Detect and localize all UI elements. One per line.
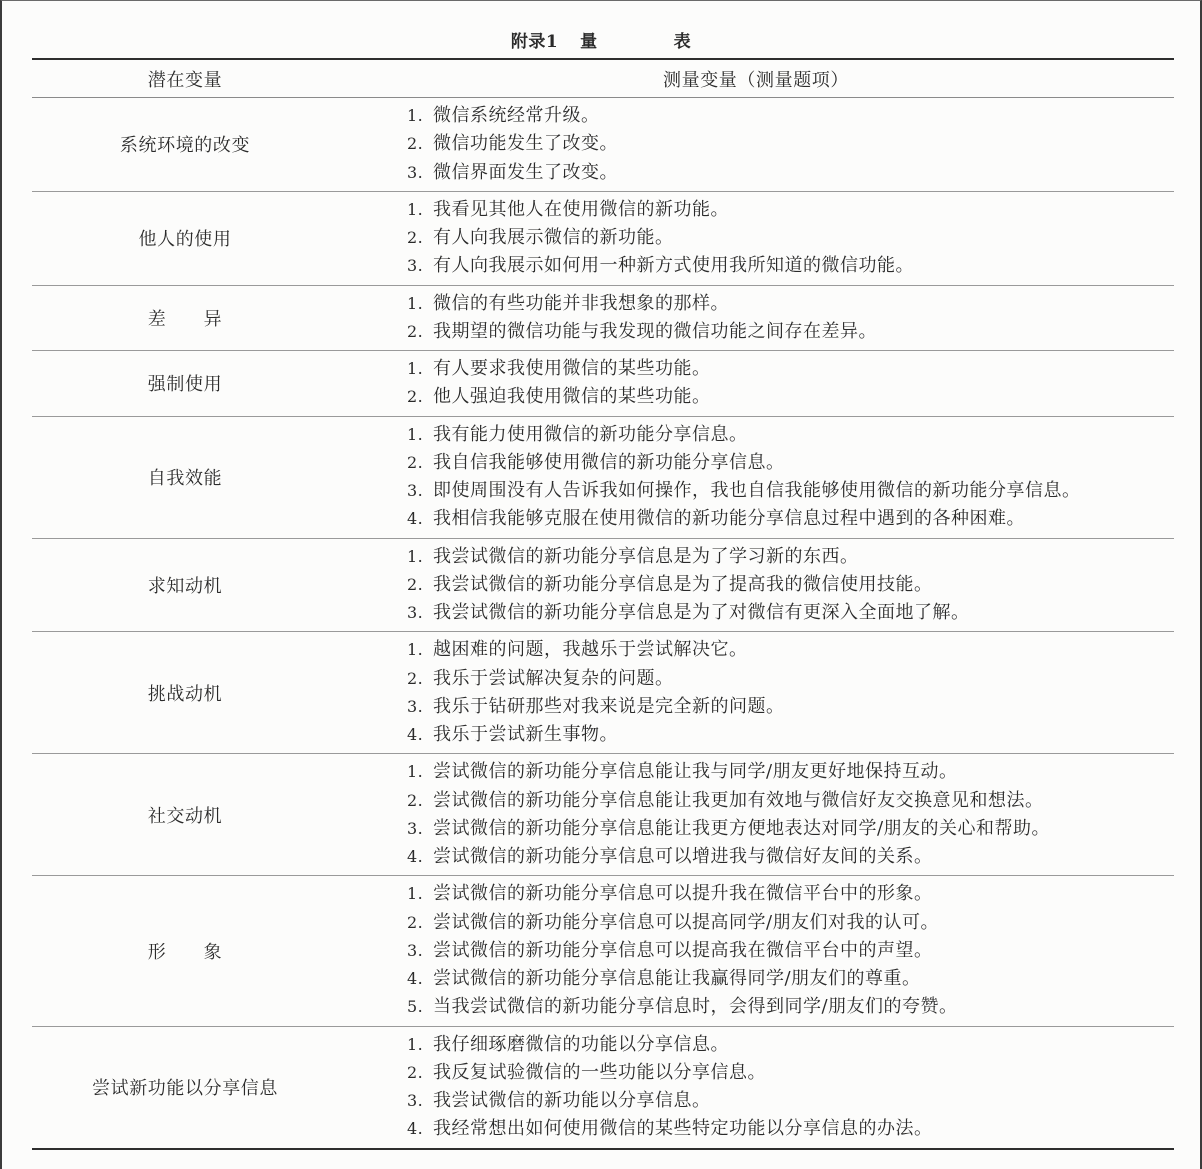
item-number: 3.: [407, 603, 424, 622]
item-number: 1.: [407, 640, 424, 660]
item-text: 有人向我展示微信的新功能。: [433, 227, 674, 248]
measurement-item: [407, 252, 1174, 280]
measurement-items-cell: [338, 876, 1174, 1025]
item-text: 我相信我能够克服在使用微信的新功能分享信息过程中遇到的各种困难。: [433, 508, 1025, 530]
item-number: 5.: [407, 997, 424, 1017]
item-text: 他人强迫我使用微信的某些功能。: [433, 386, 711, 408]
item-number: 3.: [407, 481, 424, 500]
measurement-item: [407, 693, 1174, 721]
table-body: [32, 98, 1174, 1150]
item-number: 2.: [407, 912, 424, 932]
item-number: 2.: [407, 228, 424, 247]
appendix-title: [2, 27, 1200, 52]
item-text: 微信界面发生了改变。: [433, 161, 618, 183]
measurement-item: [407, 159, 1174, 187]
item-text: 我反复试验微信的一些功能以分享信息。: [433, 1061, 766, 1083]
latent-variable-cell: 强制使用: [147, 374, 223, 396]
table-row: [32, 1027, 1174, 1150]
item-text: 尝试微信的新功能分享信息可以提高我在微信平台中的声望。: [433, 939, 933, 961]
item-text: 微信的有些功能并非我想象的那样。: [433, 292, 729, 314]
item-number: 3.: [407, 818, 424, 838]
item-text: 我乐于尝试解决复杂的问题。: [433, 667, 674, 689]
measurement-item: [407, 571, 1174, 599]
item-number: 1.: [407, 106, 424, 125]
measurement-item: [407, 1087, 1174, 1115]
latent-variable-cell: 差 异: [147, 308, 223, 330]
measurement-item: [407, 993, 1174, 1021]
item-text: 尝试微信的新功能分享信息可以提高同学/朋友们对我的认可。: [433, 911, 940, 933]
item-number: 3.: [407, 256, 424, 276]
item-number: 3.: [407, 696, 424, 716]
measurement-items-cell: [338, 351, 1174, 416]
item-number: 2.: [407, 574, 424, 594]
item-number: 1.: [407, 293, 424, 313]
measurement-items-cell: [338, 632, 1174, 753]
item-text: 我尝试微信的新功能分享信息是为了学习新的东西。: [433, 545, 859, 567]
measurement-item: [407, 599, 1174, 627]
measurement-item: [407, 880, 1174, 908]
table-row: [32, 351, 1174, 417]
item-number: 2.: [407, 134, 424, 154]
item-text: 微信功能发生了改变。: [433, 133, 618, 155]
item-text: 尝试微信的新功能分享信息能让我与同学/朋友更好地保持互动。: [433, 761, 958, 783]
item-text: 我乐于尝试新生事物。: [433, 724, 618, 745]
title-char-1: 量: [580, 32, 598, 52]
item-text: 尝试微信的新功能分享信息能让我更加有效地与微信好友交换意见和想法。: [433, 789, 1044, 811]
appendix-label: 附录1: [510, 32, 559, 52]
measurement-item: [407, 1059, 1174, 1087]
table-row: [32, 417, 1174, 539]
item-number: 2.: [407, 790, 424, 810]
measurement-item: [407, 721, 1174, 749]
item-number: 1.: [407, 884, 424, 904]
table-row: [32, 286, 1174, 352]
measurement-item: [407, 130, 1174, 158]
item-text: 微信系统经常升级。: [433, 105, 600, 126]
item-text: 越困难的问题，我越乐于尝试解决它。: [433, 639, 748, 661]
measurement-item: [407, 965, 1174, 993]
item-text: 尝试微信的新功能分享信息可以增进我与微信好友间的关系。: [433, 846, 933, 867]
item-text: 我自信我能够使用微信的新功能分享信息。: [433, 451, 785, 473]
table-row: [32, 876, 1174, 1026]
item-number: 2.: [407, 452, 424, 472]
item-text: 我尝试微信的新功能分享信息是为了对微信有更深入全面地了解。: [433, 602, 970, 623]
table-row: [32, 192, 1174, 286]
table-row: [32, 539, 1174, 633]
item-text: 有人要求我使用微信的某些功能。: [433, 358, 711, 379]
item-number: 2.: [407, 1062, 424, 1082]
item-text: 我期望的微信功能与我发现的微信功能之间存在差异。: [433, 320, 877, 342]
measurement-item: [407, 196, 1174, 224]
measurement-items-cell: [338, 1027, 1174, 1148]
measurement-items-cell: [338, 98, 1174, 191]
item-number: 4.: [407, 509, 424, 529]
measurement-item: [407, 1031, 1174, 1059]
measurement-item: [407, 815, 1174, 843]
item-text: 我经常想出如何使用微信的某些特定功能以分享信息的办法。: [433, 1118, 933, 1140]
measurement-item: [407, 102, 1174, 130]
measurement-item: [407, 758, 1174, 786]
item-text: 我尝试微信的新功能分享信息是为了提高我的微信使用技能。: [433, 573, 933, 595]
table-row: [32, 632, 1174, 754]
measurement-item: [407, 543, 1174, 571]
measurement-item: [407, 665, 1174, 693]
latent-variable-cell: 系统环境的改变: [119, 135, 251, 157]
item-text: 有人向我展示如何用一种新方式使用我所知道的微信功能。: [433, 255, 914, 277]
measurement-item: [407, 909, 1174, 937]
measurement-items-cell: [338, 754, 1174, 875]
item-number: 1.: [407, 1034, 424, 1054]
latent-variable-cell: 尝试新功能以分享信息: [92, 1078, 278, 1099]
item-text: 即使周围没有人告诉我如何操作，我也自信我能够使用微信的新功能分享信息。: [433, 480, 1081, 501]
item-number: 3.: [407, 940, 424, 960]
item-number: 4.: [407, 847, 424, 866]
table-row: [32, 98, 1174, 192]
measurement-items-cell: [338, 192, 1174, 285]
measurement-item: [407, 290, 1174, 318]
measurement-item: [407, 449, 1174, 477]
item-text: 我看见其他人在使用微信的新功能。: [433, 198, 729, 220]
item-number: 1.: [407, 199, 424, 219]
measurement-items-cell: [338, 286, 1174, 351]
item-number: 2.: [407, 321, 424, 341]
item-text: 尝试微信的新功能分享信息可以提升我在微信平台中的形象。: [433, 883, 933, 905]
measurement-item: [407, 477, 1174, 505]
item-number: 1.: [407, 762, 424, 782]
latent-variable-cell: 求知动机: [147, 575, 223, 597]
header-latent-variable: 潜在变量: [147, 69, 223, 91]
measurement-item: [407, 318, 1174, 346]
item-text: 我仔细琢磨微信的功能以分享信息。: [433, 1033, 729, 1055]
measurement-item: [407, 937, 1174, 965]
item-number: 4.: [407, 969, 424, 988]
measurement-item: [407, 224, 1174, 252]
title-char-2: 表: [673, 32, 692, 52]
measurement-item: [407, 421, 1174, 449]
item-text: 我乐于钻研那些对我来说是完全新的问题。: [433, 695, 785, 717]
item-text: 我有能力使用微信的新功能分享信息。: [433, 423, 748, 445]
item-number: 3.: [407, 162, 424, 182]
item-number: 2.: [407, 668, 424, 688]
table-row: [32, 754, 1174, 876]
item-number: 1.: [407, 546, 424, 566]
item-text: 尝试微信的新功能分享信息能让我更方便地表达对同学/朋友的关心和帮助。: [433, 817, 1051, 839]
measurement-item: [407, 1115, 1174, 1143]
measurement-item: [407, 383, 1174, 411]
measurement-item: [407, 843, 1174, 871]
latent-variable-cell: 他人的使用: [138, 229, 232, 251]
measurement-items-cell: [338, 539, 1174, 632]
item-number: 4.: [407, 1119, 424, 1139]
latent-variable-cell: 社交动机: [147, 805, 223, 827]
latent-variable-cell: 形 象: [147, 941, 223, 963]
item-text: 我尝试微信的新功能以分享信息。: [433, 1090, 711, 1111]
measurement-item: [407, 636, 1174, 664]
item-number: 3.: [407, 1091, 424, 1110]
measurement-item: [407, 505, 1174, 533]
header-measurement-variable: 测量变量（测量题项）: [663, 69, 849, 91]
latent-variable-cell: 挑战动机: [147, 683, 223, 705]
measurement-items-cell: [338, 417, 1174, 538]
measurement-item: [407, 355, 1174, 383]
measurement-item: [407, 787, 1174, 815]
item-number: 1.: [407, 359, 424, 378]
table-header: [32, 60, 1174, 98]
item-number: 2.: [407, 387, 424, 407]
item-number: 1.: [407, 424, 424, 444]
item-number: 4.: [407, 725, 424, 744]
item-text: 尝试微信的新功能分享信息能让我赢得同学/朋友们的尊重。: [433, 968, 921, 989]
scale-table: [32, 58, 1174, 1150]
item-text: 当我尝试微信的新功能分享信息时，会得到同学/朋友们的夸赞。: [433, 996, 958, 1018]
latent-variable-cell: 自我效能: [147, 468, 223, 489]
